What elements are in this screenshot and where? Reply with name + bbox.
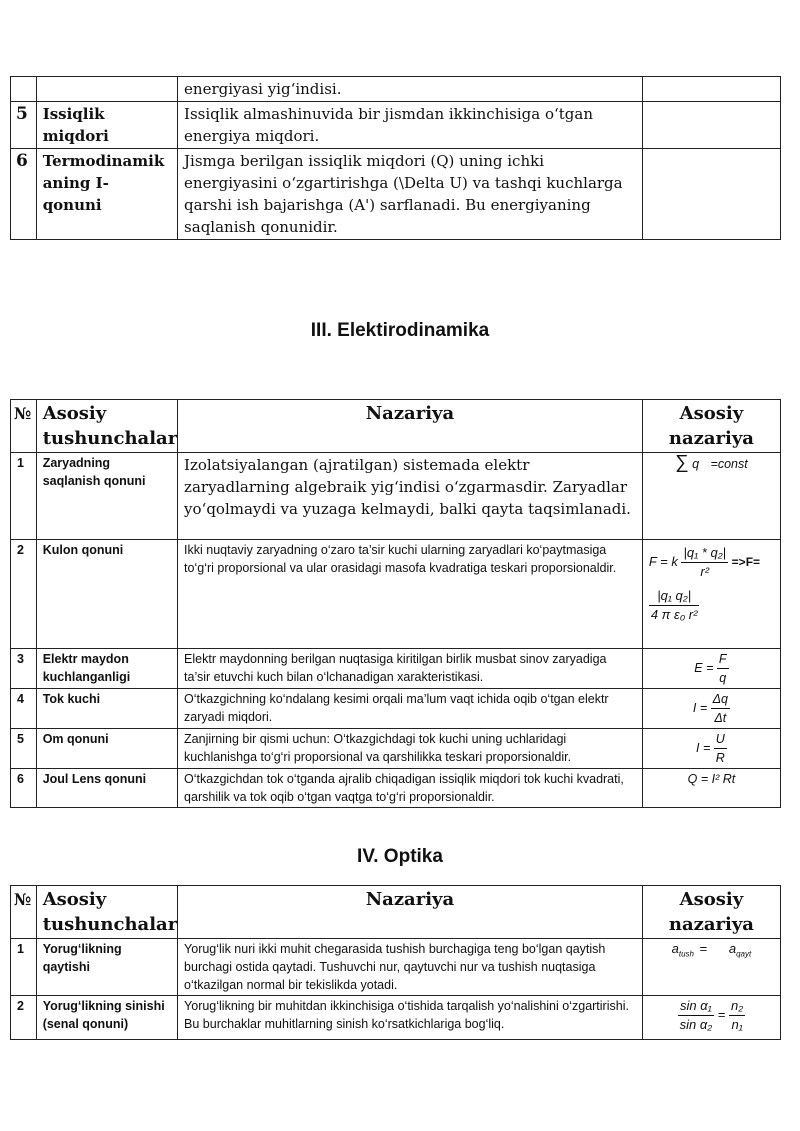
section-title-optics: IV. Optika <box>357 846 443 867</box>
header-term: Asosiy tushunchalar <box>36 886 177 939</box>
row-text: Ikki nuqtaviy zaryadning o‘zaro ta’sir kuchi ularning zaryadlari ko‘paytmasiga to‘g‘ri proporsional va ular orasidagi masofa kvadratiga teskari proporsionaldir. <box>178 540 643 649</box>
formula-fraction <box>649 587 700 624</box>
table-row <box>11 939 781 996</box>
formula-part: = <box>717 1006 726 1022</box>
row-term: Tok kuchi <box>36 689 177 729</box>
row-number: 4 <box>11 689 37 729</box>
formula-refraction <box>642 996 780 1040</box>
row-number <box>11 77 37 102</box>
row-formula <box>642 149 780 240</box>
formula-part: I = <box>696 740 711 755</box>
header-formula: Asosiy nazariya <box>642 886 780 939</box>
row-text: Jismga berilgan issiqlik miqdori (Q) uning ichki energiyasini o‘zgartirishga (\Delta U) va tashqi kuchlarga qarshi ish bajarishga (A') sarflanadi. Bu energiyaning saqlanish qonunidir. <box>178 149 643 240</box>
formula-part: Q = I² Rt <box>687 772 736 786</box>
formula-numerator: |q₁ q₂| <box>649 587 700 606</box>
row-text: O‘tkazgichning ko‘ndalang kesimi orqali ma’lum vaqt ichida oqib o‘tgan elektr zaryadi miqdori. <box>178 689 643 729</box>
formula-denominator: Δt <box>714 711 727 725</box>
table-row <box>11 77 781 102</box>
formula-fraction <box>711 690 730 727</box>
formula-part: I = <box>692 700 708 715</box>
row-number: 3 <box>11 649 37 689</box>
row-term: Om qonuni <box>36 729 177 769</box>
formula-numerator: Δq <box>711 690 730 709</box>
formula-coulomb <box>642 540 780 649</box>
formula-fraction <box>681 544 728 581</box>
formula-denominator: r² <box>700 564 710 579</box>
thermo-table-continuation <box>10 76 781 240</box>
row-number: 1 <box>11 939 37 996</box>
formula-numerator: U <box>714 730 727 749</box>
formula-joule-lenz <box>642 769 780 808</box>
row-number: 2 <box>11 540 37 649</box>
row-formula <box>642 77 780 102</box>
formula-numerator: F <box>717 650 729 669</box>
row-number: 6 <box>11 769 37 808</box>
formula-denominator: sin α₂ <box>679 1017 713 1032</box>
row-number: 1 <box>11 453 37 540</box>
row-term: Elektr maydon kuchlanganligi <box>36 649 177 689</box>
formula-denominator: n₁ <box>731 1017 743 1032</box>
formula-charge-conservation <box>642 453 780 540</box>
optics-table <box>10 885 781 1040</box>
formula-current <box>642 689 780 729</box>
row-term <box>36 77 177 102</box>
formula-fraction <box>714 730 727 767</box>
row-text: Yorug‘lik nuri ikki muhit chegarasida tushish burchagiga teng bo‘lgan qaytish burchagi ostida qaytadi. Tushuvchi nur, qaytuvchi nur va tushish nuqtasiga o‘tkazilgan normal bir tekislikda yotadi. <box>178 939 643 996</box>
table-row <box>11 996 781 1040</box>
header-number: № <box>11 400 37 453</box>
formula-part: F = k <box>648 553 678 569</box>
row-term: Issiqlik miqdori <box>36 102 177 149</box>
row-term: Joul Lens qonuni <box>36 769 177 808</box>
formula-part: q <box>692 457 700 471</box>
formula-fraction <box>729 997 745 1034</box>
header-term: Asosiy tushunchalar <box>36 400 177 453</box>
row-text: Issiqlik almashinuvida bir jismdan ikkinchisiga o‘tgan energiya miqdori. <box>178 102 643 149</box>
row-term: Yorug‘likning qaytishi <box>36 939 177 996</box>
formula-part: = <box>699 941 708 956</box>
table-row <box>11 729 781 769</box>
formula-part: a <box>671 941 679 956</box>
row-formula <box>642 102 780 149</box>
header-theory: Nazariya <box>178 400 643 453</box>
formula-numerator: sin α₁ <box>678 997 715 1016</box>
row-text: O‘tkazgichdan tok o‘tganda ajralib chiqadigan issiqlik miqdori tok kuchi kvadrati, qarshilik va tok oqib o‘tgan vaqtga to‘g‘ri proporsionaldir. <box>178 769 643 808</box>
row-text: Elektr maydonning berilgan nuqtasiga kiritilgan birlik musbat sinov zaryadiga ta’sir etuvchi kuch bilan o‘lchanadigan xarakteristikasi. <box>178 649 643 689</box>
formula-denominator: q <box>719 671 727 685</box>
table-row <box>11 649 781 689</box>
header-formula: Asosiy nazariya <box>642 400 780 453</box>
row-number: 5 <box>11 102 37 149</box>
formula-numerator: n₂ <box>729 997 745 1016</box>
row-term: Yorug‘likning sinishi (senal qonuni) <box>36 996 177 1040</box>
row-term: Zaryadning saqlanish qonuni <box>36 453 177 540</box>
header-theory: Nazariya <box>178 886 643 939</box>
formula-fraction <box>717 650 729 687</box>
row-text: energiyasi yig‘indisi. <box>178 77 643 102</box>
table-row <box>11 102 781 149</box>
row-number: 6 <box>11 149 37 240</box>
formula-fraction <box>678 997 715 1034</box>
row-text: Izolatsiyalangan (ajratilgan) sistemada elektr zaryadlarning algebraik yig‘indisi o‘zgarmasdir. Zaryadlar yo‘qolmaydi va yuzaga kelmaydi, balki qayta taqsimlanadi. <box>178 453 643 540</box>
sum-symbol: ∑ <box>675 452 689 473</box>
section-title-electrodynamics: III. Elektirodinamika <box>310 320 490 341</box>
formula-denominator: 4 π ε₀ r² <box>650 607 698 622</box>
row-term: Kulon qonuni <box>36 540 177 649</box>
formula-subscript: qayt <box>736 949 752 959</box>
row-text: Yorug‘likning bir muhitdan ikkinchisiga o‘tishida tarqalish yo‘nalishini o‘zgartirishi. Bu burchaklar muhitlarning sinish ko‘rsatkichlariga bog‘liq. <box>178 996 643 1040</box>
formula-part: a <box>728 941 737 956</box>
formula-part: E = <box>694 660 714 675</box>
formula-field-strength <box>642 649 780 689</box>
table-row <box>11 149 781 240</box>
formula-arrow: =>F= <box>731 554 761 569</box>
row-text: Zanjirning bir qismi uchun: O‘tkazgichdagi tok kuchi uning uchlaridagi kuchlanishga to‘g‘ri proporsional va qarshilikka teskari proporsionaldir. <box>178 729 643 769</box>
formula-numerator: |q₁ * q₂| <box>681 544 728 563</box>
formula-subscript: tush <box>678 949 694 959</box>
row-number: 2 <box>11 996 37 1040</box>
table-row <box>11 769 781 808</box>
table-header-row <box>11 400 781 453</box>
formula-reflection <box>642 939 780 996</box>
table-row <box>11 689 781 729</box>
row-term: Termodinamik aning I- qonuni <box>36 149 177 240</box>
formula-denominator: R <box>715 751 725 765</box>
table-row <box>11 453 781 540</box>
electrodynamics-table <box>10 399 781 808</box>
table-header-row <box>11 886 781 939</box>
formula-part: =const <box>710 457 748 471</box>
formula-ohm <box>642 729 780 769</box>
row-number: 5 <box>11 729 37 769</box>
table-row <box>11 540 781 649</box>
header-number: № <box>11 886 37 939</box>
